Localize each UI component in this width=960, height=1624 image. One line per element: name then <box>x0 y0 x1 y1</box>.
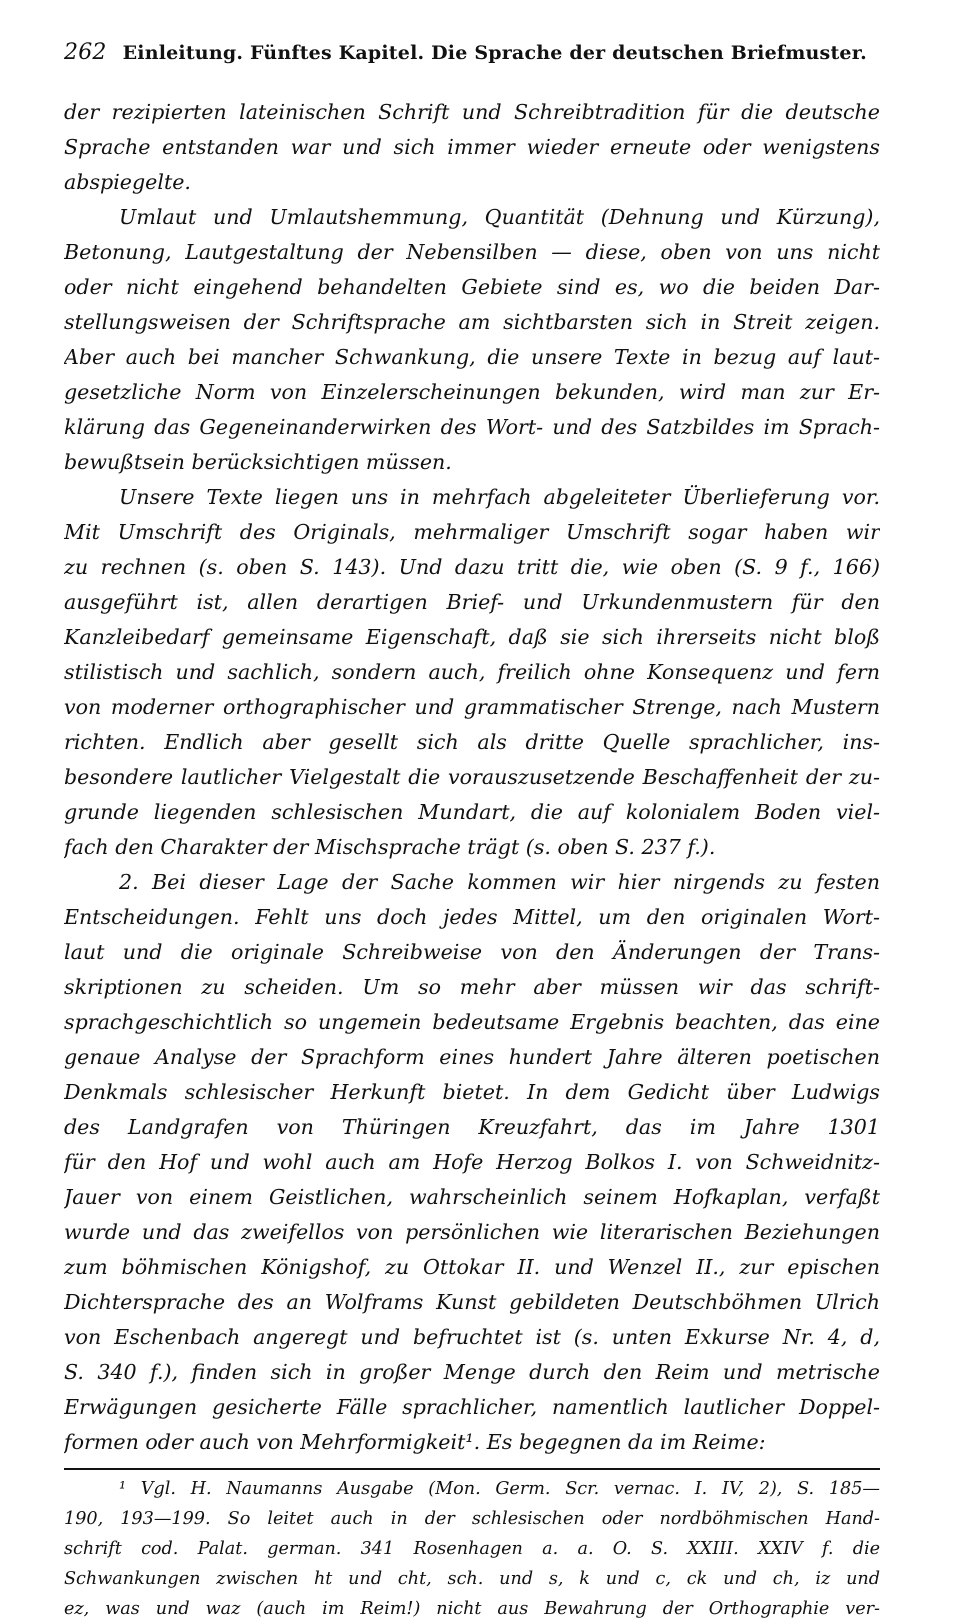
footnote-line: Schwankungen zwischen ht und cht, sch. und s, k und c, ck und ch, iz und <box>64 1569 880 1589</box>
text-line: richten. Endlich aber gesellt sich als dritte Quelle sprachlicher, ins- <box>64 730 880 754</box>
text-line: Umlaut und Umlautshemmung, Quantität (Dehnung und Kürzung), <box>119 205 880 229</box>
text-line: abspiegelte. <box>64 170 191 194</box>
text-line: Unsere Texte liegen uns in mehrfach abgeleiteter Überlieferung vor. <box>119 485 880 509</box>
book-page <box>64 40 880 1624</box>
text-line: ausgeführt ist, allen derartigen Brief- und Urkundenmustern für den <box>64 590 880 614</box>
text-line: Jauer von einem Geistlichen, wahrscheinlich seinem Hofkaplan, verfaßt <box>64 1185 880 1209</box>
text-line: skriptionen zu scheiden. Um so mehr aber müssen wir das schrift- <box>64 975 880 999</box>
footnote-line: ez, was und waz (auch im Reim!) nicht aus Bewahrung der Orthographie ver- <box>64 1599 880 1619</box>
text-line: fach den Charakter der Mischsprache trägt (s. oben S. 237 f.). <box>64 835 716 859</box>
text-line: Dichtersprache des an Wolframs Kunst gebildeten Deutschböhmen Ulrich <box>64 1290 880 1314</box>
text-line: laut und die originale Schreibweise von den Änderungen der Trans- <box>64 940 880 964</box>
text-line: Sprache entstanden war und sich immer wieder erneute oder wenigstens <box>64 135 880 159</box>
text-line: oder nicht eingehend behandelten Gebiete sind es, wo die beiden Dar- <box>64 275 880 299</box>
text-line: 2. Bei dieser Lage der Sache kommen wir hier nirgends zu festen <box>119 870 880 894</box>
text-line: stellungsweisen der Schriftsprache am sichtbarsten sich in Streit zeigen. <box>64 310 880 334</box>
text-line: für den Hof und wohl auch am Hofe Herzog Bolkos I. von Schweidnitz- <box>64 1150 880 1174</box>
text-line: bewußtsein berücksichtigen müssen. <box>64 450 452 474</box>
text-line: gesetzliche Norm von Einzelerscheinungen bekunden, wird man zur Er- <box>64 380 880 404</box>
text-line: der rezipierten lateinischen Schrift und Schreibtradition für die deutsche <box>64 100 880 124</box>
text-line: genaue Analyse der Sprachform eines hundert Jahre älteren poetischen <box>64 1045 880 1069</box>
text-line: besondere lautlicher Vielgestalt die vorauszusetzende Beschaffenheit der zu- <box>64 765 880 789</box>
footnote-line: schrift cod. Palat. german. 341 Rosenhagen a. a. O. S. XXIII. XXIV f. die <box>64 1539 880 1559</box>
text-line: von moderner orthographischer und grammatischer Strenge, nach Mustern <box>64 695 880 719</box>
running-header <box>64 40 880 65</box>
running-title: Einleitung. Fünftes Kapitel. Die Sprache der deutschen Briefmuster. <box>122 42 868 64</box>
text-line: Mit Umschrift des Originals, mehrmaliger Umschrift sogar haben wir <box>64 520 880 544</box>
text-line: des Landgrafen von Thüringen Kreuzfahrt, das im Jahre 1301 <box>64 1115 880 1139</box>
text-line: Denkmals schlesischer Herkunft bietet. In dem Gedicht über Ludwigs <box>64 1080 880 1104</box>
text-line: grunde liegenden schlesischen Mundart, die auf kolonialem Boden viel- <box>64 800 880 824</box>
text-line: wurde und das zweifellos von persönlichen wie literarischen Beziehungen <box>64 1220 880 1244</box>
footnote-line: 190, 193—199. So leitet auch in der schlesischen oder nordböhmischen Hand- <box>64 1509 880 1529</box>
text-line: Erwägungen gesicherte Fälle sprachlicher, namentlich lautlicher Doppel- <box>64 1395 880 1419</box>
main-text <box>64 95 880 1460</box>
text-line: formen oder auch von Mehrformigkeit¹. Es begegnen da im Reime: <box>64 1430 766 1454</box>
text-line: S. 340 f.), finden sich in großer Menge durch den Reim und metrische <box>64 1360 880 1384</box>
text-line: Kanzleibedarf gemeinsame Eigenschaft, daß sie sich ihrerseits nicht bloß <box>64 625 880 649</box>
text-line: Aber auch bei mancher Schwankung, die unsere Texte in bezug auf laut- <box>64 345 880 369</box>
footnote-rule <box>64 1468 880 1470</box>
text-line: sprachgeschichtlich so ungemein bedeutsame Ergebnis beachten, das eine <box>64 1010 880 1034</box>
text-line: Entscheidungen. Fehlt uns doch jedes Mittel, um den originalen Wort- <box>64 905 880 929</box>
text-line: zum böhmischen Königshof, zu Ottokar II. und Wenzel II., zur epischen <box>64 1255 880 1279</box>
text-line: Betonung, Lautgestaltung der Nebensilben — diese, oben von uns nicht <box>64 240 880 264</box>
text-line: zu rechnen (s. oben S. 143). Und dazu tritt die, wie oben (S. 9 f., 166) <box>64 555 880 579</box>
footnote <box>64 1474 880 1624</box>
page-number: 262 <box>64 40 107 65</box>
text-line: von Eschenbach angeregt und befruchtet ist (s. unten Exkurse Nr. 4, d, <box>64 1325 880 1349</box>
footnote-line: ¹ Vgl. H. Naumanns Ausgabe (Mon. Germ. Scr. vernac. I. IV, 2), S. 185— <box>119 1479 880 1499</box>
text-line: klärung das Gegeneinanderwirken des Wort- und des Satzbildes im Sprach- <box>64 415 880 439</box>
text-line: stilistisch und sachlich, sondern auch, freilich ohne Konsequenz und fern <box>64 660 880 684</box>
